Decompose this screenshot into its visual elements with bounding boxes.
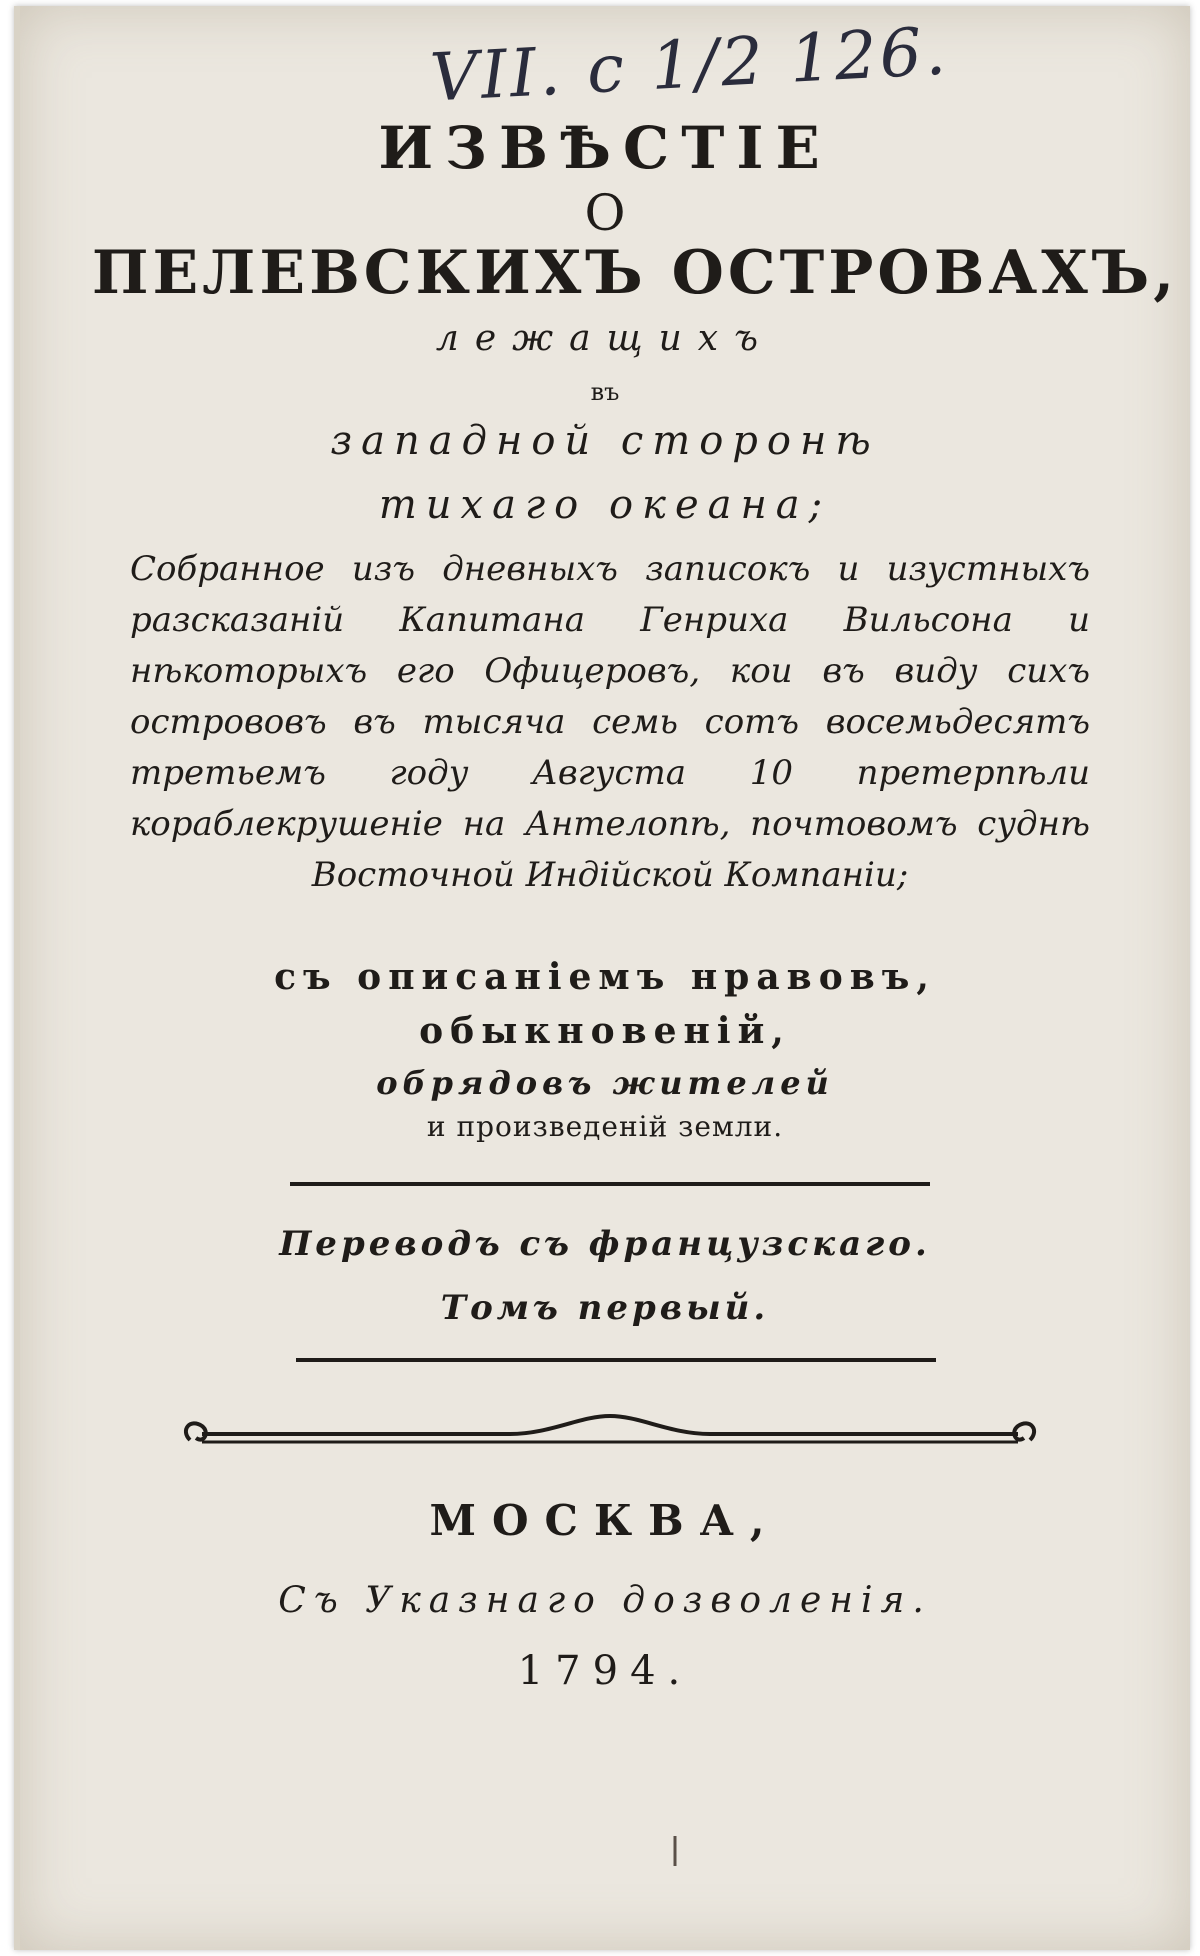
title-line-2: О: [584, 184, 626, 242]
title-line-1: ИЗВѢСТIЕ: [378, 114, 832, 182]
ornamental-rule: [180, 1410, 1040, 1460]
title-line-6: западной сторонѣ: [330, 418, 880, 464]
title-line-3: ПЕЛЕВСКИХЪ ОСТРОВАХЪ,: [91, 238, 1179, 308]
subtitle-line-1: съ описаніемъ нравовъ,: [274, 956, 936, 998]
imprint-permission: Съ Указнаго дозволенія.: [278, 1580, 932, 1621]
subtitle-line-2: обыкновеній,: [419, 1010, 791, 1052]
title-page: [14, 6, 1190, 1950]
divider-rule-top: [290, 1182, 930, 1186]
divider-rule-bottom: [296, 1358, 936, 1362]
subtitle-line-3: обрядовъ жителей: [376, 1064, 834, 1102]
translation-note: Переводъ съ французскаго.: [279, 1224, 931, 1264]
title-line-5: въ: [590, 378, 620, 406]
volume-label: Томъ первый.: [440, 1288, 770, 1328]
imprint-year: 1794.: [517, 1648, 693, 1694]
title-line-7: тихаго океана;: [378, 482, 832, 528]
subtitle-line-4: и произведеній земли.: [426, 1110, 784, 1143]
handwritten-shelfmark: VII. с 1/2 126.: [428, 12, 951, 117]
printer-mark: [670, 1836, 680, 1866]
imprint-city: МОСКВА,: [429, 1496, 781, 1545]
title-line-4: лежащихъ: [435, 318, 775, 359]
description-paragraph: Собранное изъ дневныхъ записокъ и изустныхъ разсказаній Капитана Генриха Вильсона и нѣкоторыхъ его Офицеровъ, кои въ виду сихъ острововъ въ тысяча семь сотъ восемьдесятъ третьемъ году Августа 10 претерпѣли кораблекрушеніе на Антелопѣ, почтовомъ суднѣ Восточной Индійской Компаніи;: [130, 549, 1090, 895]
